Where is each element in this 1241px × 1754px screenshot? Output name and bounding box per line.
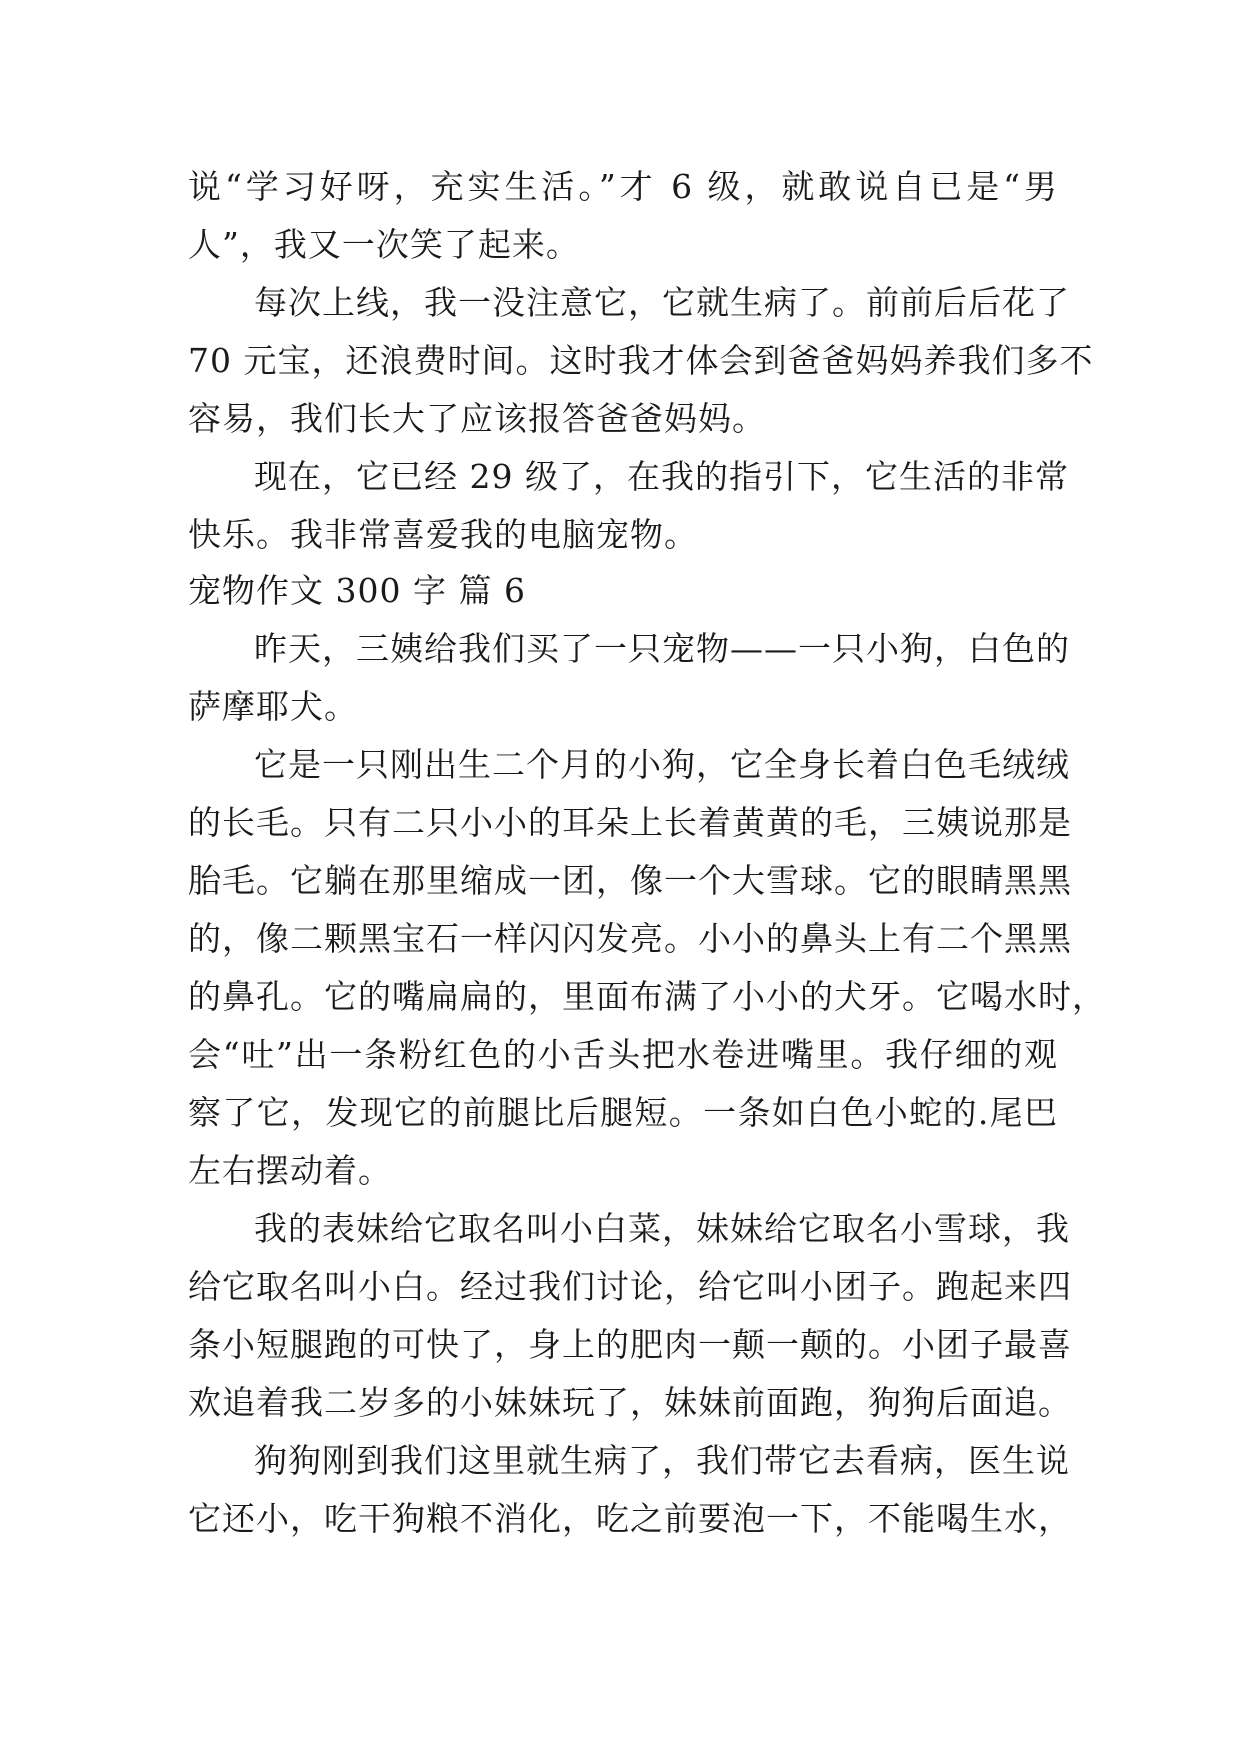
text-line: 的鼻孔。它的嘴扁扁的，里面布满了小小的犬牙。它喝水时， <box>188 977 1106 1016</box>
text-line: 现在，它已经 29 级了，在我的指引下，它生活的非常 <box>254 457 1069 496</box>
text-line: 它是一只刚出生二个月的小狗，它全身长着白色毛绒绒 <box>254 745 1070 784</box>
text-line: 容易，我们长大了应该报答爸爸妈妈。 <box>188 399 766 438</box>
text-line: 给它取名叫小白。经过我们讨论，给它叫小团子。跑起来四 <box>188 1267 1072 1306</box>
text-line: 昨天，三姨给我们买了一只宠物——一只小狗，白色的 <box>254 629 1070 668</box>
text-line: 会“吐”出一条粉红色的小舌头把水卷进嘴里。我仔细的观 <box>188 1035 1058 1074</box>
text-line: 条小短腿跑的可快了，身上的肥肉一颠一颠的。小团子最喜 <box>188 1325 1072 1364</box>
section-heading: 宠物作文 300 字 篇 6 <box>188 571 526 610</box>
text-line: 70 元宝，还浪费时间。这时我才体会到爸爸妈妈养我们多不 <box>188 341 1094 380</box>
text-line: 它还小，吃干狗粮不消化，吃之前要泡一下，不能喝生水， <box>188 1499 1072 1538</box>
text-line: 狗狗刚到我们这里就生病了，我们带它去看病，医生说 <box>254 1441 1070 1480</box>
text-line: 察了它，发现它的前腿比后腿短。一条如白色小蛇的.尾巴 <box>188 1093 1058 1132</box>
text-line: 左右摆动着。 <box>188 1151 392 1190</box>
text-line: 每次上线，我一没注意它，它就生病了。前前后后花了 <box>254 283 1070 322</box>
text-line: 我的表妹给它取名叫小白菜，妹妹给它取名小雪球，我 <box>254 1209 1070 1248</box>
text-line: 胎毛。它躺在那里缩成一团，像一个大雪球。它的眼睛黑黑 <box>188 861 1072 900</box>
text-line: 的，像二颗黑宝石一样闪闪发亮。小小的鼻头上有二个黑黑 <box>188 919 1072 958</box>
text-line: 欢追着我二岁多的小妹妹玩了，妹妹前面跑，狗狗后面追。 <box>188 1383 1072 1422</box>
text-line: 说“学习好呀，充实生活。”才 6 级，就敢说自已是“男 <box>188 167 1058 206</box>
text-line: 快乐。我非常喜爱我的电脑宠物。 <box>188 515 698 554</box>
text-line: 人”，我又一次笑了起来。 <box>188 225 580 264</box>
text-line: 的长毛。只有二只小小的耳朵上长着黄黄的毛，三姨说那是 <box>188 803 1072 842</box>
text-line: 萨摩耶犬。 <box>188 687 358 726</box>
